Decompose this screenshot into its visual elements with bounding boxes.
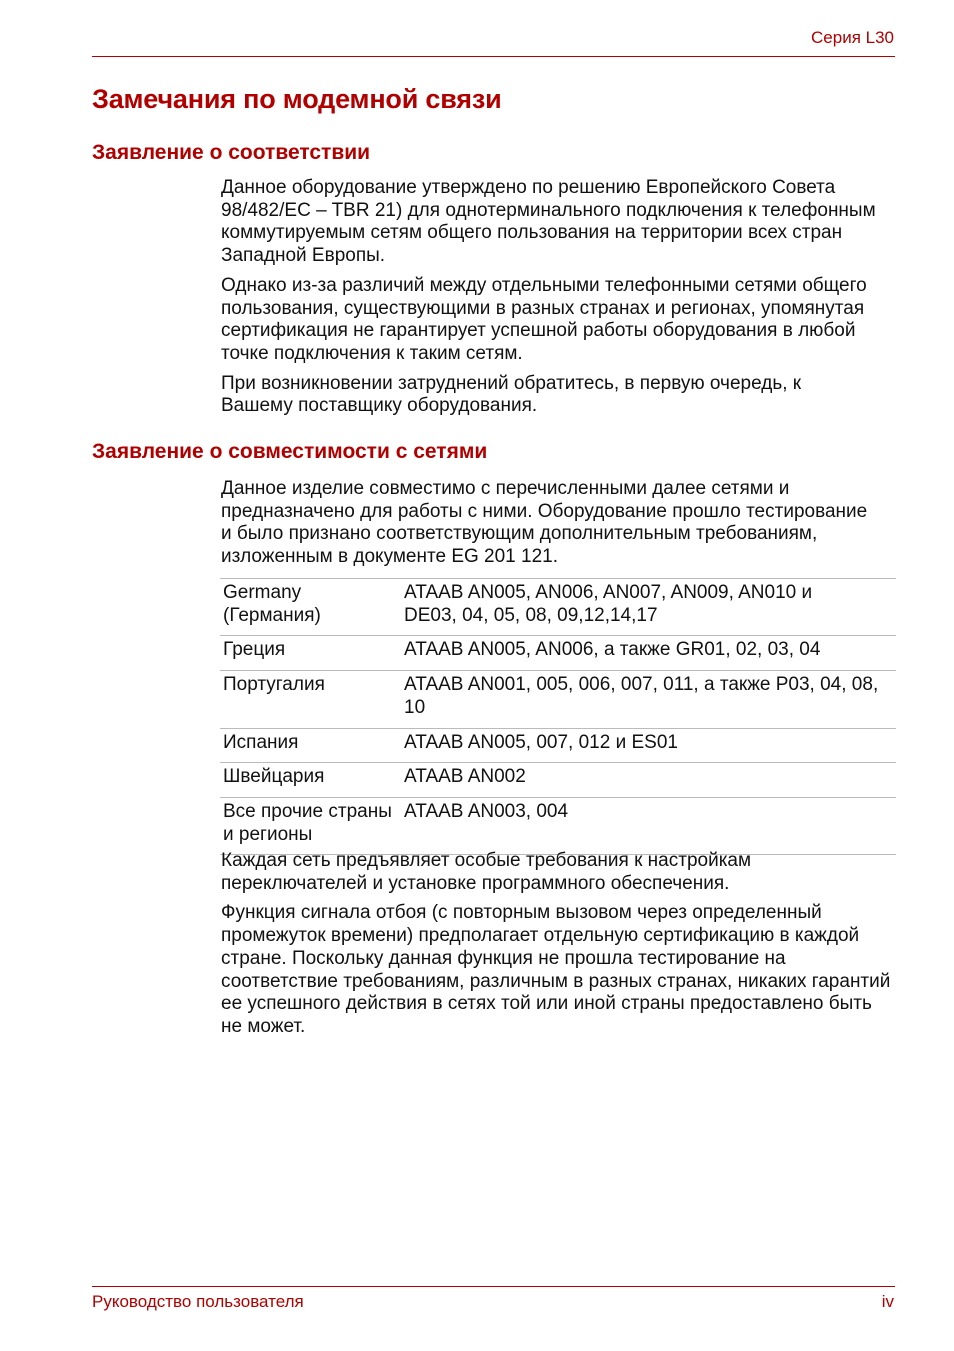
table-row bbox=[220, 671, 896, 728]
table-row bbox=[220, 636, 896, 671]
network-table bbox=[220, 578, 896, 855]
country-cell: Швейцария bbox=[220, 763, 401, 798]
compliance-paragraph: При возникновении затруднений обратитесь, в первую очередь, к Вашему поставщику оборудования. bbox=[221, 372, 802, 417]
country-cell: Испания bbox=[220, 728, 401, 763]
country-cell: Все прочие страны и регионы bbox=[220, 797, 401, 854]
table-row bbox=[220, 797, 896, 854]
country-cell: Germany (Германия) bbox=[220, 579, 401, 636]
compliance-paragraph: Данное оборудование утверждено по решению Европейского Совета 98/482/EC – TBR 21) для однотерминального подключения к телефонным коммутируемым сетям общего пользования на территории всех стран Западной Европы. bbox=[221, 177, 876, 267]
standards-cell: ATAAB AN005, 007, 012 и ES01 bbox=[401, 728, 896, 763]
series-label: Серия L30 bbox=[811, 28, 894, 47]
network-note-paragraph: Функция сигнала отбоя (с повторным вызовом через определенный промежуток времени) предполагает отдельную сертификацию в каждой стране. Поскольку данная функция не прошла тестирование на соответствие требованиям, различным в разных странах, никаких гарантий ее успешного действия в сетях той или иной страны предоставлено быть не может. bbox=[221, 902, 891, 1037]
compliance-heading: Заявление о соответствии bbox=[92, 141, 371, 164]
standards-cell: ATAAB AN003, 004 bbox=[401, 797, 896, 854]
standards-cell: ATAAB AN005, AN006, а также GR01, 02, 03, 04 bbox=[401, 636, 896, 671]
page-number: iv bbox=[881, 1292, 894, 1311]
compliance-paragraph: Однако из-за различий между отдельными телефонными сетями общего пользования, существующими в разных странах и регионах, упомянутая сертификация не гарантирует успешной работы оборудования в любой точке подключения к таким сетям. bbox=[221, 274, 867, 364]
network-intro: Данное изделие совместимо с перечисленными далее сетями и предназначено для работы с ними. Оборудование прошло тестирование и было признано соответствующим дополнительным требованиям, изложенным в документе EG 201 121. bbox=[221, 478, 868, 568]
table-row bbox=[220, 763, 896, 798]
network-notes bbox=[221, 850, 897, 1046]
page-title: Замечания по модемной связи bbox=[92, 84, 502, 114]
footer-divider bbox=[92, 1286, 895, 1287]
standards-cell: ATAAB AN002 bbox=[401, 763, 896, 798]
table-row bbox=[220, 728, 896, 763]
country-cell: Португалия bbox=[220, 671, 401, 728]
compliance-text bbox=[221, 177, 897, 425]
manual-title: Руководство пользователя bbox=[92, 1292, 304, 1311]
standards-cell: ATAAB AN005, AN006, AN007, AN009, AN010 и DE03, 04, 05, 08, 09,12,14,17 bbox=[401, 579, 896, 636]
header-divider bbox=[92, 56, 895, 57]
standards-cell: ATAAB AN001, 005, 006, 007, 011, а также P03, 04, 08, 10 bbox=[401, 671, 896, 728]
network-heading: Заявление о совместимости с сетями bbox=[92, 440, 488, 463]
network-intro-block bbox=[221, 478, 897, 576]
table-row bbox=[220, 579, 896, 636]
country-cell: Греция bbox=[220, 636, 401, 671]
network-note-paragraph: Каждая сеть предъявляет особые требования к настройкам переключателей и установке программного обеспечения. bbox=[221, 850, 752, 894]
